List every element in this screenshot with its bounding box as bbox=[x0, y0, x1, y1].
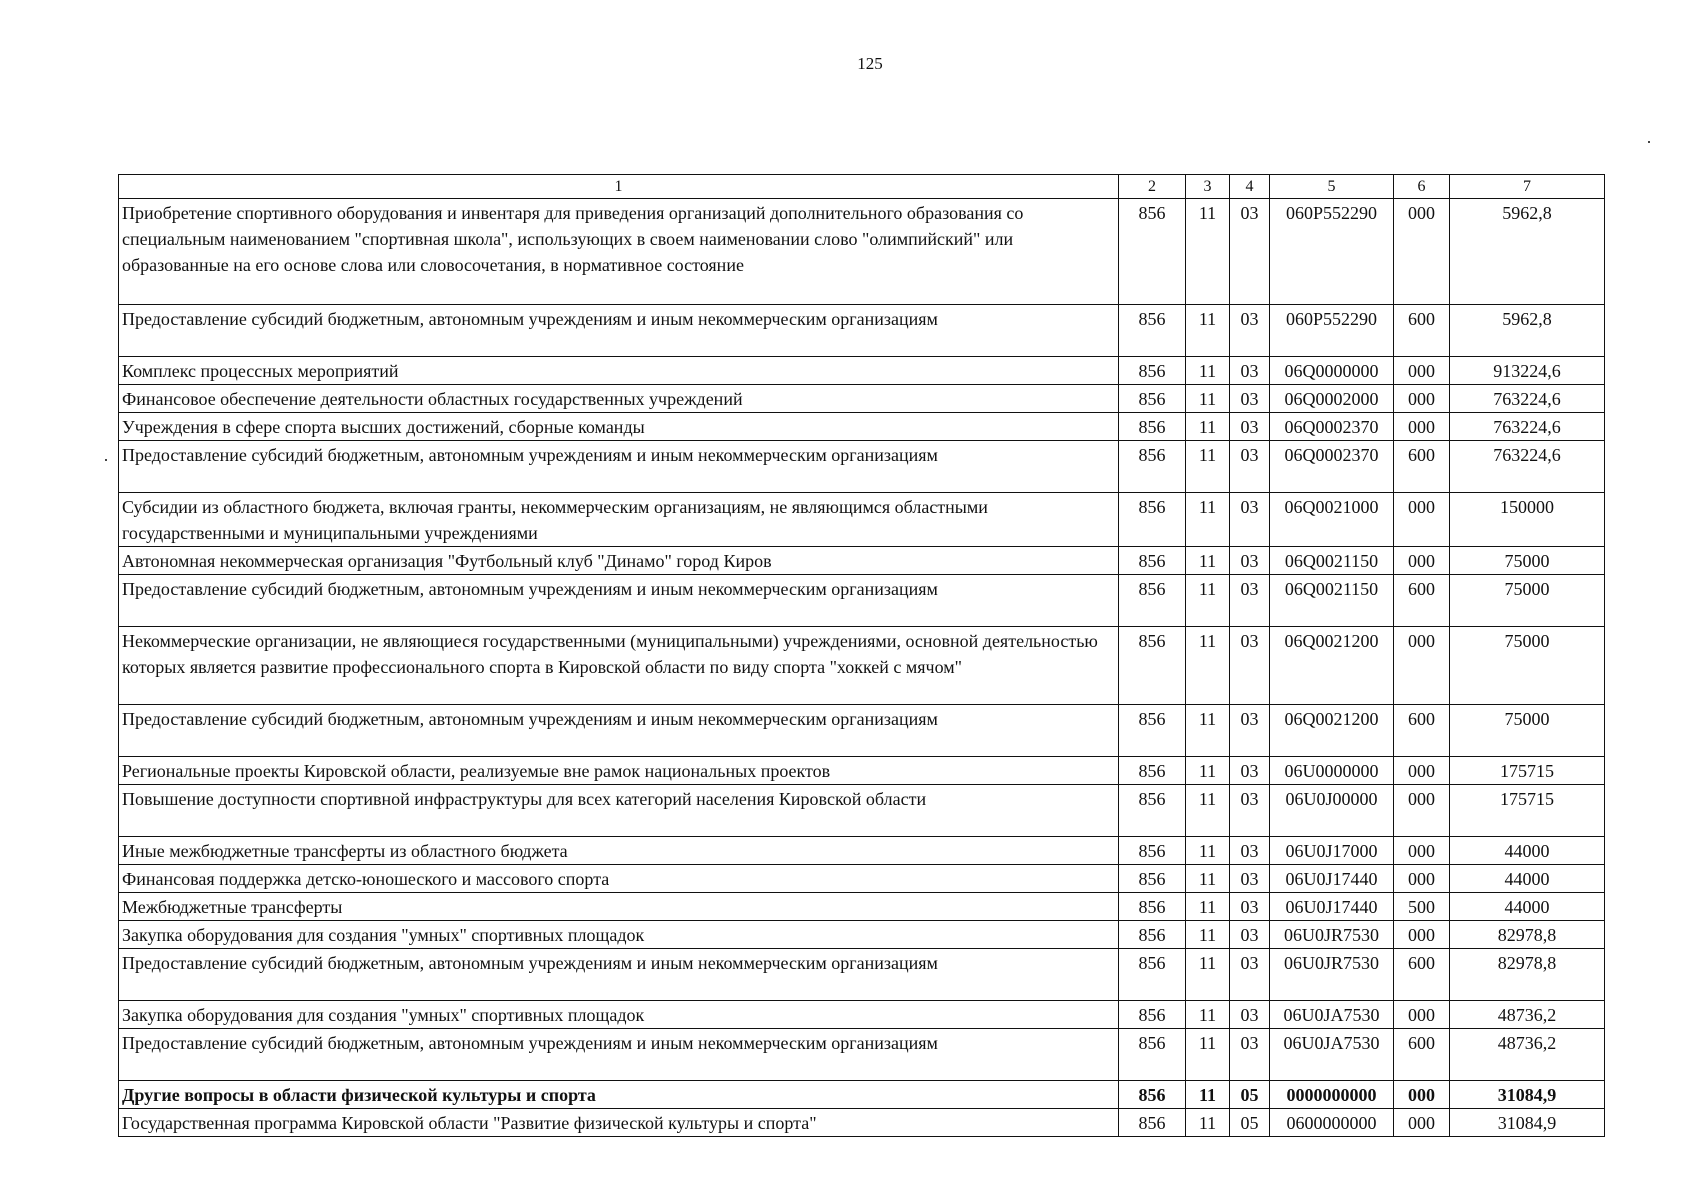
section-cell: 11 bbox=[1186, 865, 1230, 893]
code-cell: 856 bbox=[1119, 441, 1186, 493]
column-header: 6 bbox=[1394, 175, 1450, 199]
row-name-cell: Предоставление субсидий бюджетным, автономным учреждениям и иным некоммерческим организациям bbox=[119, 441, 1119, 493]
table-row bbox=[119, 865, 1605, 893]
target-article-cell: 06U0000000 bbox=[1270, 757, 1394, 785]
target-article-cell: 06Q0021150 bbox=[1270, 547, 1394, 575]
code-cell: 856 bbox=[1119, 493, 1186, 547]
table-row bbox=[119, 627, 1605, 705]
subsection-cell: 03 bbox=[1230, 757, 1270, 785]
column-header: 5 bbox=[1270, 175, 1394, 199]
expense-type-cell: 000 bbox=[1394, 785, 1450, 837]
row-name-cell: Предоставление субсидий бюджетным, автономным учреждениям и иным некоммерческим организациям bbox=[119, 1029, 1119, 1081]
amount-cell: 44000 bbox=[1450, 837, 1605, 865]
section-cell: 11 bbox=[1186, 199, 1230, 305]
code-cell: 856 bbox=[1119, 1081, 1186, 1109]
section-cell: 11 bbox=[1186, 575, 1230, 627]
table-row bbox=[119, 921, 1605, 949]
amount-cell: 175715 bbox=[1450, 785, 1605, 837]
subsection-cell: 03 bbox=[1230, 1029, 1270, 1081]
target-article-cell: 06Q0002370 bbox=[1270, 441, 1394, 493]
target-article-cell: 0000000000 bbox=[1270, 1081, 1394, 1109]
section-cell: 11 bbox=[1186, 705, 1230, 757]
expense-type-cell: 000 bbox=[1394, 627, 1450, 705]
table-row bbox=[119, 757, 1605, 785]
subsection-cell: 05 bbox=[1230, 1081, 1270, 1109]
subsection-cell: 03 bbox=[1230, 785, 1270, 837]
target-article-cell: 060P552290 bbox=[1270, 305, 1394, 357]
amount-cell: 763224,6 bbox=[1450, 441, 1605, 493]
scan-speck bbox=[1648, 141, 1650, 143]
section-cell: 11 bbox=[1186, 385, 1230, 413]
amount-cell: 31084,9 bbox=[1450, 1109, 1605, 1137]
code-cell: 856 bbox=[1119, 575, 1186, 627]
table-row bbox=[119, 547, 1605, 575]
table-row bbox=[119, 785, 1605, 837]
subsection-cell: 03 bbox=[1230, 705, 1270, 757]
subsection-cell: 05 bbox=[1230, 1109, 1270, 1137]
code-cell: 856 bbox=[1119, 305, 1186, 357]
row-name-cell: Закупка оборудования для создания "умных" спортивных площадок bbox=[119, 1001, 1119, 1029]
table-row bbox=[119, 705, 1605, 757]
section-cell: 11 bbox=[1186, 1001, 1230, 1029]
target-article-cell: 06U0JR7530 bbox=[1270, 949, 1394, 1001]
page-number: 125 bbox=[857, 54, 883, 73]
column-header: 1 bbox=[119, 175, 1119, 199]
target-article-cell: 06U0J17440 bbox=[1270, 893, 1394, 921]
amount-cell: 5962,8 bbox=[1450, 305, 1605, 357]
section-cell: 11 bbox=[1186, 357, 1230, 385]
amount-cell: 75000 bbox=[1450, 547, 1605, 575]
code-cell: 856 bbox=[1119, 837, 1186, 865]
table-row bbox=[119, 385, 1605, 413]
budget-table bbox=[118, 174, 1604, 1137]
code-cell: 856 bbox=[1119, 547, 1186, 575]
expense-type-cell: 600 bbox=[1394, 305, 1450, 357]
row-name-cell: Региональные проекты Кировской области, реализуемые вне рамок национальных проектов bbox=[119, 757, 1119, 785]
row-name-cell: Автономная некоммерческая организация "Футбольный клуб "Динамо" город Киров bbox=[119, 547, 1119, 575]
section-cell: 11 bbox=[1186, 921, 1230, 949]
expense-type-cell: 000 bbox=[1394, 547, 1450, 575]
target-article-cell: 06U0J17440 bbox=[1270, 865, 1394, 893]
target-article-cell: 06U0JA7530 bbox=[1270, 1001, 1394, 1029]
subsection-cell: 03 bbox=[1230, 575, 1270, 627]
target-article-cell: 060P552290 bbox=[1270, 199, 1394, 305]
expense-type-cell: 000 bbox=[1394, 199, 1450, 305]
row-name-cell: Предоставление субсидий бюджетным, автономным учреждениям и иным некоммерческим организациям bbox=[119, 305, 1119, 357]
row-name-cell: Учреждения в сфере спорта высших достижений, сборные команды bbox=[119, 413, 1119, 441]
expense-type-cell: 000 bbox=[1394, 413, 1450, 441]
code-cell: 856 bbox=[1119, 921, 1186, 949]
table-row bbox=[119, 305, 1605, 357]
row-name-cell: Закупка оборудования для создания "умных" спортивных площадок bbox=[119, 921, 1119, 949]
target-article-cell: 06U0JA7530 bbox=[1270, 1029, 1394, 1081]
target-article-cell: 06Q0021200 bbox=[1270, 627, 1394, 705]
code-cell: 856 bbox=[1119, 865, 1186, 893]
table-row bbox=[119, 413, 1605, 441]
table-row bbox=[119, 357, 1605, 385]
expense-type-cell: 000 bbox=[1394, 493, 1450, 547]
target-article-cell: 06U0J17000 bbox=[1270, 837, 1394, 865]
target-article-cell: 06Q0002370 bbox=[1270, 413, 1394, 441]
subsection-cell: 03 bbox=[1230, 627, 1270, 705]
row-name-cell: Повышение доступности спортивной инфраструктуры для всех категорий населения Кировской области bbox=[119, 785, 1119, 837]
amount-cell: 913224,6 bbox=[1450, 357, 1605, 385]
amount-cell: 48736,2 bbox=[1450, 1029, 1605, 1081]
code-cell: 856 bbox=[1119, 1109, 1186, 1137]
amount-cell: 763224,6 bbox=[1450, 385, 1605, 413]
section-cell: 11 bbox=[1186, 837, 1230, 865]
subsection-cell: 03 bbox=[1230, 893, 1270, 921]
section-cell: 11 bbox=[1186, 1029, 1230, 1081]
column-header: 2 bbox=[1119, 175, 1186, 199]
row-name-cell: Приобретение спортивного оборудования и инвентаря для приведения организаций дополнительного образования со специальным наименованием "спортивная школа", использующих в своем наименовании слово "олимпийский" или образованные на его основе слова или словосочетания, в нормативное состояние bbox=[119, 199, 1119, 305]
expense-type-cell: 000 bbox=[1394, 921, 1450, 949]
table-row bbox=[119, 1109, 1605, 1137]
amount-cell: 82978,8 bbox=[1450, 921, 1605, 949]
code-cell: 856 bbox=[1119, 785, 1186, 837]
subsection-cell: 03 bbox=[1230, 949, 1270, 1001]
amount-cell: 763224,6 bbox=[1450, 413, 1605, 441]
subsection-cell: 03 bbox=[1230, 199, 1270, 305]
code-cell: 856 bbox=[1119, 893, 1186, 921]
row-name-cell: Межбюджетные трансферты bbox=[119, 893, 1119, 921]
code-cell: 856 bbox=[1119, 757, 1186, 785]
table-row bbox=[119, 575, 1605, 627]
code-cell: 856 bbox=[1119, 1001, 1186, 1029]
section-cell: 11 bbox=[1186, 1109, 1230, 1137]
target-article-cell: 0600000000 bbox=[1270, 1109, 1394, 1137]
subsection-cell: 03 bbox=[1230, 837, 1270, 865]
code-cell: 856 bbox=[1119, 705, 1186, 757]
expense-type-cell: 600 bbox=[1394, 575, 1450, 627]
table-row bbox=[119, 441, 1605, 493]
expense-type-cell: 000 bbox=[1394, 757, 1450, 785]
amount-cell: 5962,8 bbox=[1450, 199, 1605, 305]
subsection-cell: 03 bbox=[1230, 413, 1270, 441]
column-header: 3 bbox=[1186, 175, 1230, 199]
target-article-cell: 06Q0021200 bbox=[1270, 705, 1394, 757]
expense-type-cell: 600 bbox=[1394, 441, 1450, 493]
expense-type-cell: 000 bbox=[1394, 385, 1450, 413]
row-name-cell: Предоставление субсидий бюджетным, автономным учреждениям и иным некоммерческим организациям bbox=[119, 705, 1119, 757]
target-article-cell: 06Q0000000 bbox=[1270, 357, 1394, 385]
row-name-cell: Другие вопросы в области физической культуры и спорта bbox=[119, 1081, 1119, 1109]
expense-type-cell: 000 bbox=[1394, 865, 1450, 893]
amount-cell: 48736,2 bbox=[1450, 1001, 1605, 1029]
section-cell: 11 bbox=[1186, 441, 1230, 493]
amount-cell: 150000 bbox=[1450, 493, 1605, 547]
subsection-cell: 03 bbox=[1230, 865, 1270, 893]
column-header: 7 bbox=[1450, 175, 1605, 199]
amount-cell: 175715 bbox=[1450, 757, 1605, 785]
expense-type-cell: 000 bbox=[1394, 357, 1450, 385]
section-cell: 11 bbox=[1186, 1081, 1230, 1109]
table-row bbox=[119, 893, 1605, 921]
expense-type-cell: 600 bbox=[1394, 1029, 1450, 1081]
section-cell: 11 bbox=[1186, 785, 1230, 837]
expense-type-cell: 500 bbox=[1394, 893, 1450, 921]
amount-cell: 82978,8 bbox=[1450, 949, 1605, 1001]
subsection-cell: 03 bbox=[1230, 441, 1270, 493]
subsection-cell: 03 bbox=[1230, 547, 1270, 575]
table-row bbox=[119, 1001, 1605, 1029]
section-cell: 11 bbox=[1186, 547, 1230, 575]
scan-speck bbox=[105, 459, 107, 461]
subsection-cell: 03 bbox=[1230, 493, 1270, 547]
section-cell: 11 bbox=[1186, 949, 1230, 1001]
table-row bbox=[119, 837, 1605, 865]
code-cell: 856 bbox=[1119, 627, 1186, 705]
code-cell: 856 bbox=[1119, 413, 1186, 441]
row-name-cell: Иные межбюджетные трансферты из областного бюджета bbox=[119, 837, 1119, 865]
expense-type-cell: 000 bbox=[1394, 837, 1450, 865]
amount-cell: 75000 bbox=[1450, 575, 1605, 627]
row-name-cell: Предоставление субсидий бюджетным, автономным учреждениям и иным некоммерческим организациям bbox=[119, 949, 1119, 1001]
target-article-cell: 06U0J00000 bbox=[1270, 785, 1394, 837]
subsection-cell: 03 bbox=[1230, 357, 1270, 385]
row-name-cell: Субсидии из областного бюджета, включая гранты, некоммерческим организациям, не являющимся областными государственными и муниципальными учреждениями bbox=[119, 493, 1119, 547]
table-row bbox=[119, 199, 1605, 305]
table-row bbox=[119, 949, 1605, 1001]
amount-cell: 75000 bbox=[1450, 627, 1605, 705]
expense-type-cell: 000 bbox=[1394, 1109, 1450, 1137]
budget-table-grid bbox=[118, 174, 1605, 1137]
section-cell: 11 bbox=[1186, 493, 1230, 547]
code-cell: 856 bbox=[1119, 199, 1186, 305]
table-row bbox=[119, 1029, 1605, 1081]
table-row bbox=[119, 1081, 1605, 1109]
section-cell: 11 bbox=[1186, 413, 1230, 441]
amount-cell: 44000 bbox=[1450, 865, 1605, 893]
target-article-cell: 06Q0021150 bbox=[1270, 575, 1394, 627]
table-body bbox=[119, 199, 1605, 1137]
subsection-cell: 03 bbox=[1230, 385, 1270, 413]
table-row bbox=[119, 493, 1605, 547]
section-cell: 11 bbox=[1186, 757, 1230, 785]
subsection-cell: 03 bbox=[1230, 305, 1270, 357]
column-header: 4 bbox=[1230, 175, 1270, 199]
target-article-cell: 06Q0002000 bbox=[1270, 385, 1394, 413]
section-cell: 11 bbox=[1186, 893, 1230, 921]
expense-type-cell: 000 bbox=[1394, 1081, 1450, 1109]
amount-cell: 31084,9 bbox=[1450, 1081, 1605, 1109]
section-cell: 11 bbox=[1186, 305, 1230, 357]
row-name-cell: Некоммерческие организации, не являющиеся государственными (муниципальными) учреждениями, основной деятельностью которых является развитие профессионального спорта в Кировской области по виду спорта "хоккей с мячом" bbox=[119, 627, 1119, 705]
row-name-cell: Финансовое обеспечение деятельности областных государственных учреждений bbox=[119, 385, 1119, 413]
code-cell: 856 bbox=[1119, 357, 1186, 385]
target-article-cell: 06Q0021000 bbox=[1270, 493, 1394, 547]
amount-cell: 75000 bbox=[1450, 705, 1605, 757]
section-cell: 11 bbox=[1186, 627, 1230, 705]
amount-cell: 44000 bbox=[1450, 893, 1605, 921]
row-name-cell: Финансовая поддержка детско-юношеского и массового спорта bbox=[119, 865, 1119, 893]
table-header-row bbox=[119, 175, 1605, 199]
row-name-cell: Комплекс процессных мероприятий bbox=[119, 357, 1119, 385]
code-cell: 856 bbox=[1119, 949, 1186, 1001]
expense-type-cell: 600 bbox=[1394, 949, 1450, 1001]
subsection-cell: 03 bbox=[1230, 921, 1270, 949]
expense-type-cell: 600 bbox=[1394, 705, 1450, 757]
code-cell: 856 bbox=[1119, 1029, 1186, 1081]
target-article-cell: 06U0JR7530 bbox=[1270, 921, 1394, 949]
expense-type-cell: 000 bbox=[1394, 1001, 1450, 1029]
subsection-cell: 03 bbox=[1230, 1001, 1270, 1029]
row-name-cell: Государственная программа Кировской области "Развитие физической культуры и спорта" bbox=[119, 1109, 1119, 1137]
row-name-cell: Предоставление субсидий бюджетным, автономным учреждениям и иным некоммерческим организациям bbox=[119, 575, 1119, 627]
code-cell: 856 bbox=[1119, 385, 1186, 413]
